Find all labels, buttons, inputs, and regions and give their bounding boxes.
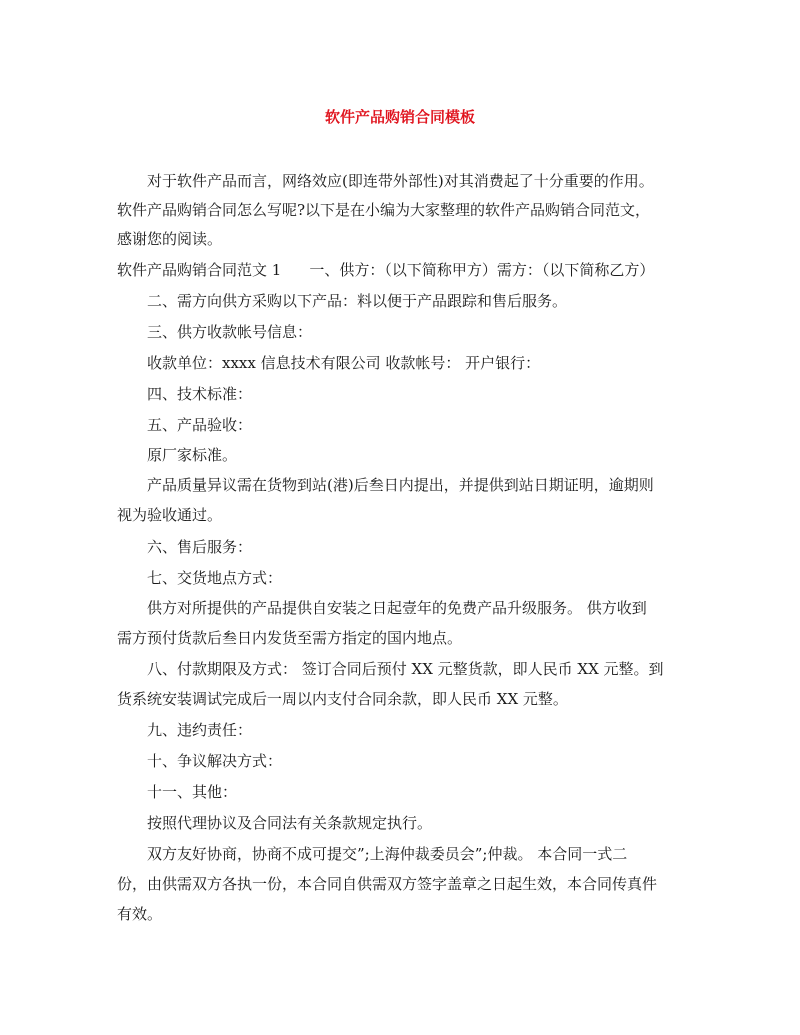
clause-ten: 十、争议解决方式： <box>147 752 283 770</box>
clause-four: 四、技术标准： <box>147 385 253 403</box>
clause-nine: 九、违约责任： <box>147 721 253 739</box>
paragraph-line: 视为验收通过。 <box>117 506 223 524</box>
paragraph-line: 对于软件产品而言，网络效应(即连带外部性)对其消费起了十分重要的作用。 <box>147 172 654 190</box>
paragraph-line: 软件产品购销合同怎么写呢?以下是在小编为大家整理的软件产品购销合同范文， <box>117 201 651 219</box>
paragraph-line: 原厂家标准。 <box>147 446 238 464</box>
paragraph-line: 感谢您的阅读。 <box>117 230 223 248</box>
clause-eight: 八、付款期限及方式： 签订合同后预付 XX 元整货款，即人民币 XX 元整。到 <box>147 660 664 678</box>
paragraph-line: 需方预付货款后叁日内发货至需方指定的国内地点。 <box>117 629 463 647</box>
clause-three: 三、供方收款帐号信息： <box>147 323 313 341</box>
section-heading-line <box>117 256 687 285</box>
document-title: 软件产品购销合同模板 <box>324 108 475 126</box>
paragraph-line: 有效。 <box>117 905 163 923</box>
paragraph-line: 供方对所提供的产品提供自安装之日起壹年的免费产品升级服务。 供方收到 <box>147 599 647 617</box>
clause-two: 二、需方向供方采购以下产品：料以便于产品跟踪和售后服务。 <box>147 292 568 310</box>
clause-five: 五、产品验收： <box>147 416 253 434</box>
paragraph-line: 双方友好协商，协商不成可提交”;上海仲裁委员会”;仲裁。 本合同一式二 <box>147 845 628 863</box>
account-info: 收款单位：xxxx 信息技术有限公司 收款帐号： 开户银行： <box>147 354 541 372</box>
paragraph-line: 按照代理协议及合同法有关条款规定执行。 <box>147 814 433 832</box>
paragraph-line: 产品质量异议需在货物到站(港)后叁日内提出，并提供到站日期证明，逾期则 <box>147 476 654 494</box>
paragraph-line: 份，由供需双方各执一份，本合同自供需双方签字盖章之日起生效，本合同传真件 <box>117 875 658 893</box>
paragraph-line: 货系统安装调试完成后一周以内支付合同余款，即人民币 XX 元整。 <box>117 690 568 708</box>
clause-one: 一、供方：（以下简称甲方）需方：（以下简称乙方） <box>309 261 655 279</box>
clause-six: 六、售后服务： <box>147 538 253 556</box>
clause-seven: 七、交货地点方式： <box>147 569 283 587</box>
clause-eleven: 十一、其他： <box>147 783 238 801</box>
sample-label: 软件产品购销合同范文 1 <box>117 261 282 279</box>
